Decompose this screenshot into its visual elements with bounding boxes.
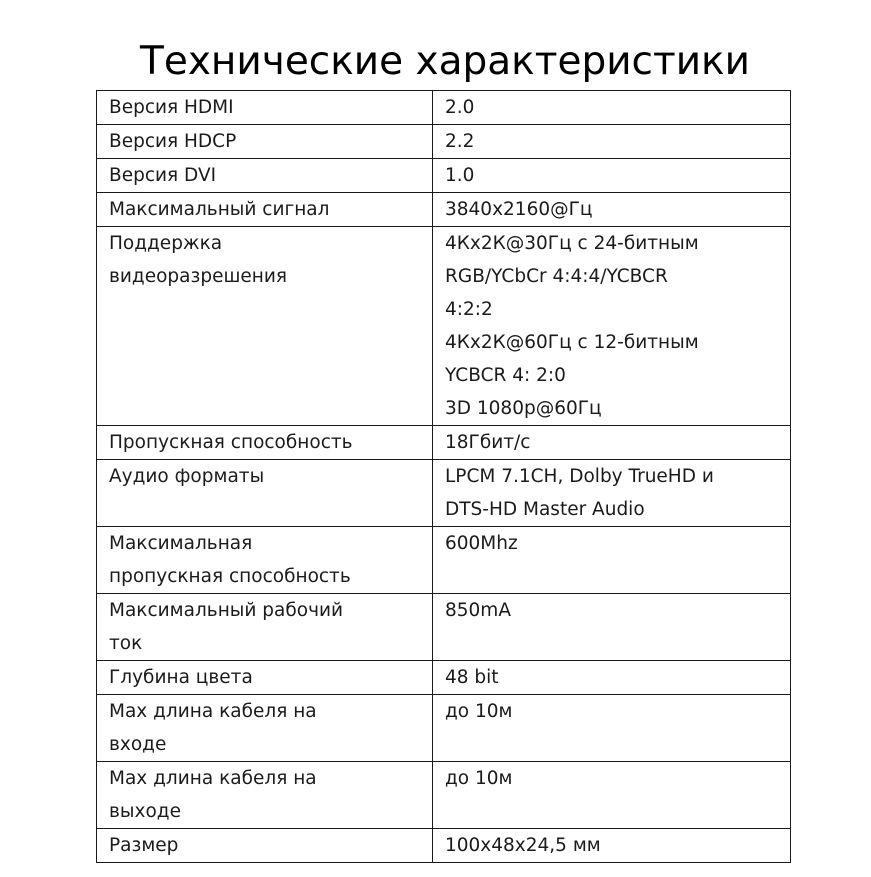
value-cell [433,695,791,762]
parameter-label: Максимальная пропускная способность [109,533,351,587]
table-row [97,829,791,863]
parameter-cell [97,661,433,695]
table-row [97,695,791,762]
table-row [97,125,791,159]
table-row [97,426,791,460]
parameter-value: 4Кх2К@30Гц с 24-битным RGB/YCbCr 4:4:4/YCBCR 4:2:2 4Кх2К@60Гц с 12-битным YCBCR 4: 2:0 3D 1080p@60Гц [445,233,699,419]
parameter-cell [97,125,433,159]
parameter-cell [97,193,433,227]
table-row [97,762,791,829]
parameter-label: Версия HDMI [109,97,234,118]
value-cell [433,460,791,527]
value-cell [433,159,791,193]
parameter-cell [97,527,433,594]
parameter-cell [97,594,433,661]
table-row [97,594,791,661]
parameter-label: Максимальный сигнал [109,199,330,220]
value-cell [433,91,791,125]
table-row [97,227,791,426]
parameter-cell [97,159,433,193]
table-row [97,91,791,125]
parameter-cell [97,426,433,460]
parameter-value: 48 bit [445,667,499,688]
parameter-label: Поддержка видеоразрешения [109,233,288,287]
parameter-value: 18Гбит/с [445,432,531,453]
parameter-cell [97,460,433,527]
table-row [97,193,791,227]
specifications-table-body [97,91,791,863]
table-row [97,527,791,594]
value-cell [433,193,791,227]
parameter-cell [97,695,433,762]
table-row [97,661,791,695]
value-cell [433,594,791,661]
parameter-cell [97,762,433,829]
parameter-value: 3840x2160@Гц [445,199,593,220]
parameter-label: Пропускная способность [109,432,353,453]
parameter-label: Версия HDCP [109,131,237,152]
parameter-value: 2.0 [445,97,475,118]
parameter-value: до 10м [445,768,513,789]
parameter-value: 600Mhz [445,533,518,554]
value-cell [433,762,791,829]
parameter-value: 100x48x24,5 мм [445,835,601,856]
value-cell [433,527,791,594]
parameter-value: до 10м [445,701,513,722]
table-row [97,159,791,193]
parameter-label: Аудио форматы [109,466,265,487]
value-cell [433,426,791,460]
parameter-label: Глубина цвета [109,667,253,688]
parameter-label: Max длина кабеля на выходе [109,768,317,822]
parameter-label: Размер [109,835,179,856]
parameter-label: Максимальный рабочий ток [109,600,344,654]
parameter-cell [97,227,433,426]
parameter-cell [97,91,433,125]
parameter-label: Версия DVI [109,165,217,186]
value-cell [433,661,791,695]
parameter-value: 2.2 [445,131,475,152]
parameter-value: 850mA [445,600,511,621]
parameter-value: LPCM 7.1CH, Dolby TrueHD и DTS-HD Master Audio [445,466,714,520]
specifications-table [96,90,791,863]
value-cell [433,125,791,159]
parameter-value: 1.0 [445,165,475,186]
page-title: Технические характеристики [140,39,750,84]
value-cell [433,227,791,426]
value-cell [433,829,791,863]
parameter-cell [97,829,433,863]
parameter-label: Max длина кабеля на входе [109,701,317,755]
table-row [97,460,791,527]
